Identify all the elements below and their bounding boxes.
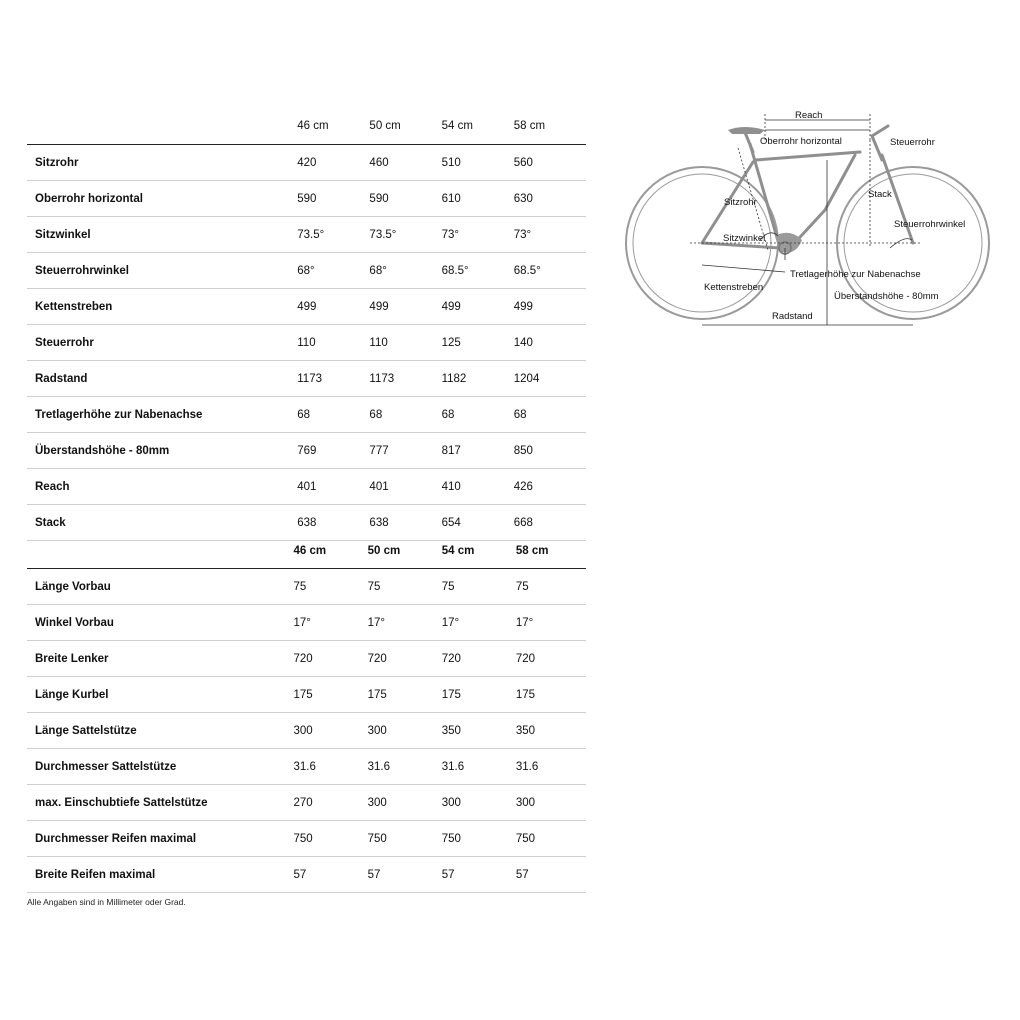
row-value: 300 (364, 713, 438, 749)
row-value: 17° (364, 605, 438, 641)
table-row (27, 605, 586, 641)
row-label: Sitzrohr (27, 145, 297, 181)
table-row (27, 217, 586, 253)
row-value: 560 (514, 145, 586, 181)
row-value: 350 (512, 713, 586, 749)
row-value: 401 (297, 469, 369, 505)
bike-diagram-svg (620, 100, 1000, 330)
table-row (27, 677, 586, 713)
stem (872, 126, 888, 136)
row-value: 31.6 (364, 749, 438, 785)
size-header: 46 cm (297, 108, 369, 145)
top-tube (756, 152, 860, 160)
bike-geometry-diagram (620, 100, 1000, 330)
row-value: 769 (297, 433, 369, 469)
label-sitzrohr: Sitzrohr (724, 197, 757, 208)
row-value: 720 (512, 641, 586, 677)
row-value: 590 (297, 181, 369, 217)
table-row (27, 145, 586, 181)
table-row (27, 569, 586, 605)
footnote: Alle Angaben sind in Millimeter oder Grad. (27, 897, 186, 907)
row-value: 75 (364, 569, 438, 605)
size-header: 54 cm (442, 108, 514, 145)
row-value: 850 (514, 433, 586, 469)
row-value: 300 (364, 785, 438, 821)
table-row (27, 749, 586, 785)
size-header: 46 cm (289, 533, 363, 569)
row-value: 110 (297, 325, 369, 361)
table-row (27, 253, 586, 289)
row-value: 300 (512, 785, 586, 821)
table-row (27, 785, 586, 821)
row-value: 590 (369, 181, 441, 217)
label-sitzwinkel: Sitzwinkel (723, 233, 766, 244)
row-value: 1173 (369, 361, 441, 397)
head-angle-arc (890, 239, 912, 248)
label-steuerrohrwinkel: Steuerrohrwinkel (894, 219, 966, 230)
components-table (27, 533, 586, 893)
label-reach: Reach (795, 110, 823, 121)
row-value: 499 (369, 289, 441, 325)
row-value: 68.5° (514, 253, 586, 289)
row-value: 817 (442, 433, 514, 469)
label-kettenstreben: Kettenstreben (704, 282, 764, 293)
row-value: 720 (438, 641, 512, 677)
row-value: 499 (297, 289, 369, 325)
row-label: Oberrohr horizontal (27, 181, 297, 217)
row-label: Stack (27, 505, 297, 541)
row-value: 140 (514, 325, 586, 361)
row-value: 499 (514, 289, 586, 325)
table-row (27, 289, 586, 325)
row-value: 750 (364, 821, 438, 857)
head-tube (872, 136, 882, 160)
row-value: 720 (364, 641, 438, 677)
row-value: 73° (442, 217, 514, 253)
label-stack: Stack (868, 189, 892, 200)
row-value: 1173 (297, 361, 369, 397)
row-value: 175 (364, 677, 438, 713)
size-header: 58 cm (512, 533, 586, 569)
row-value: 499 (442, 289, 514, 325)
size-header: 50 cm (369, 108, 441, 145)
row-label: Kettenstreben (27, 289, 297, 325)
row-value: 75 (289, 569, 363, 605)
row-value: 610 (442, 181, 514, 217)
row-value: 720 (289, 641, 363, 677)
row-value: 17° (438, 605, 512, 641)
row-value: 73.5° (297, 217, 369, 253)
row-value: 300 (289, 713, 363, 749)
row-value: 750 (438, 821, 512, 857)
row-value: 668 (514, 505, 586, 541)
row-value: 75 (438, 569, 512, 605)
row-value: 1204 (514, 361, 586, 397)
row-value: 300 (438, 785, 512, 821)
header-blank-cell (27, 108, 297, 145)
row-value: 175 (438, 677, 512, 713)
row-label: Länge Sattelstütze (27, 713, 289, 749)
table-row (27, 325, 586, 361)
row-value: 175 (512, 677, 586, 713)
table-row (27, 713, 586, 749)
row-label: Tretlagerhöhe zur Nabenachse (27, 397, 297, 433)
row-label: Winkel Vorbau (27, 605, 289, 641)
table-row (27, 361, 586, 397)
row-value: 17° (512, 605, 586, 641)
row-value: 750 (289, 821, 363, 857)
row-value: 420 (297, 145, 369, 181)
size-header-row (27, 533, 586, 569)
row-value: 68 (442, 397, 514, 433)
row-label: Radstand (27, 361, 297, 397)
row-label: Durchmesser Reifen maximal (27, 821, 289, 857)
row-value: 57 (438, 857, 512, 893)
table-row (27, 641, 586, 677)
row-value: 410 (442, 469, 514, 505)
row-value: 68 (369, 397, 441, 433)
row-value: 638 (297, 505, 369, 541)
row-value: 31.6 (438, 749, 512, 785)
row-value: 630 (514, 181, 586, 217)
row-value: 57 (512, 857, 586, 893)
row-value: 638 (369, 505, 441, 541)
row-value: 777 (369, 433, 441, 469)
row-label: Durchmesser Sattelstütze (27, 749, 289, 785)
row-value: 68 (514, 397, 586, 433)
row-value: 460 (369, 145, 441, 181)
label-radstand: Radstand (772, 311, 813, 322)
row-value: 401 (369, 469, 441, 505)
row-value: 68° (297, 253, 369, 289)
row-value: 57 (364, 857, 438, 893)
row-label: Steuerrohr (27, 325, 297, 361)
row-label: Länge Vorbau (27, 569, 289, 605)
label-oberrohr: Oberrohr horizontal (760, 136, 842, 147)
row-value: 654 (442, 505, 514, 541)
row-label: Steuerrohrwinkel (27, 253, 297, 289)
size-header-row (27, 108, 586, 145)
row-value: 68 (297, 397, 369, 433)
row-label: Überstandshöhe - 80mm (27, 433, 297, 469)
row-value: 175 (289, 677, 363, 713)
size-header: 50 cm (364, 533, 438, 569)
row-value: 750 (512, 821, 586, 857)
row-value: 510 (442, 145, 514, 181)
row-label: Sitzwinkel (27, 217, 297, 253)
row-value: 1182 (442, 361, 514, 397)
geometry-table (27, 108, 586, 541)
row-label: Länge Kurbel (27, 677, 289, 713)
row-value: 110 (369, 325, 441, 361)
row-value: 73° (514, 217, 586, 253)
table-row (27, 181, 586, 217)
row-value: 17° (289, 605, 363, 641)
row-value: 31.6 (289, 749, 363, 785)
table-row (27, 397, 586, 433)
row-value: 426 (514, 469, 586, 505)
row-value: 73.5° (369, 217, 441, 253)
saddle (728, 127, 765, 134)
size-header: 58 cm (514, 108, 586, 145)
label-ueberstand: Überstandshöhe - 80mm (834, 291, 939, 302)
row-label: max. Einschubtiefe Sattelstütze (27, 785, 289, 821)
row-value: 57 (289, 857, 363, 893)
table-row (27, 469, 586, 505)
row-value: 75 (512, 569, 586, 605)
header-blank-cell (27, 533, 289, 569)
table-row (27, 821, 586, 857)
label-steuerrohr: Steuerrohr (890, 137, 935, 148)
row-label: Breite Reifen maximal (27, 857, 289, 893)
down-tube (790, 155, 855, 248)
row-value: 68° (369, 253, 441, 289)
row-value: 350 (438, 713, 512, 749)
table-row (27, 857, 586, 893)
row-value: 68.5° (442, 253, 514, 289)
table-row (27, 433, 586, 469)
row-value: 125 (442, 325, 514, 361)
row-value: 31.6 (512, 749, 586, 785)
size-header: 54 cm (438, 533, 512, 569)
label-tretlager: Tretlagerhöhe zur Nabenachse (790, 269, 921, 280)
row-value: 270 (289, 785, 363, 821)
row-label: Reach (27, 469, 297, 505)
row-label: Breite Lenker (27, 641, 289, 677)
